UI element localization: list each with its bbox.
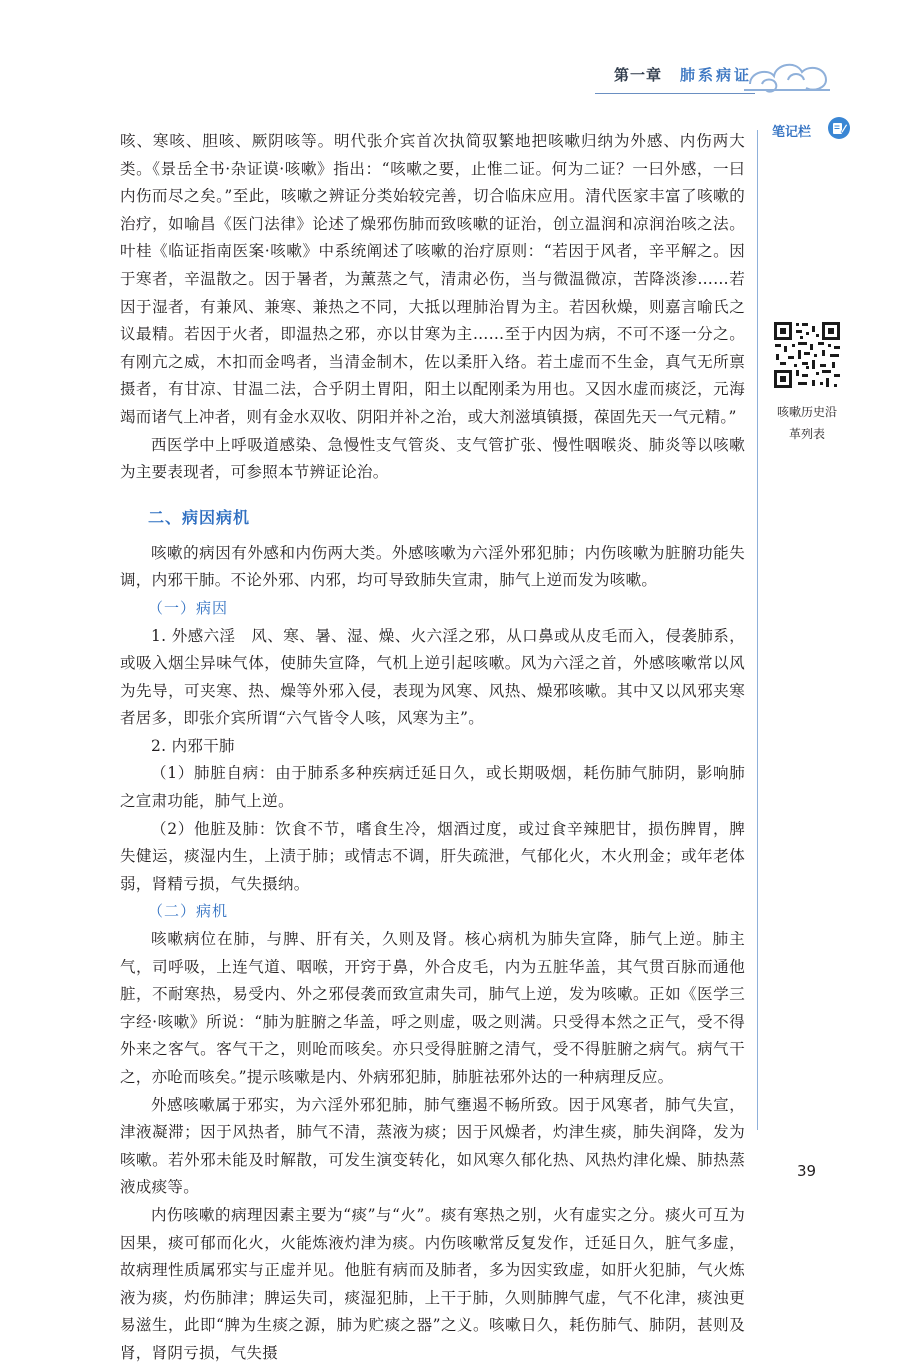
subsection-heading: （二）病机	[148, 902, 229, 921]
qr-code-icon[interactable]	[772, 320, 842, 390]
paragraph: 2. 内邪干肺	[151, 736, 235, 755]
notes-column-line	[757, 130, 758, 1130]
paragraph: 1. 外感六淫 风、寒、暑、湿、燥、火六淫之邪，从口鼻或从皮毛而入，侵袭肺系，或吸入烟尘异味气体，使肺失宣降，气机上逆引起咳嗽。风为六淫之首，外感咳嗽常以风为先导，可夹寒、热、燥等外邪入侵，表现为风寒、风热、燥邪咳嗽。其中又以风邪夹寒者居多，即张介宾所谓“六气皆令人咳，风寒为主”。	[120, 626, 745, 728]
paragraph: 咳嗽的病因有外感和内伤两大类。外感咳嗽为六淫外邪犯肺；内伤咳嗽为脏腑功能失调，内邪干肺。不论外邪、内邪，均可导致肺失宣肃，肺气上逆而发为咳嗽。	[120, 543, 745, 590]
header-rule	[595, 93, 755, 94]
paragraph: 咳、寒咳、胆咳、厥阴咳等。明代张介宾首次执简驭繁地把咳嗽归纳为外感、内伤两大类。《景岳全书·杂证谟·咳嗽》指出：“咳嗽之要，止惟二证。何为二证？一曰外感，一曰内伤而尽之矣。”至此，咳嗽之辨证分类始较完善，切合临床应用。清代医家丰富了咳嗽的治疗，如喻昌《医门法律》论述了燥邪伤肺而致咳嗽的证治，创立温润和凉润治咳之法。叶桂《临证指南医案·咳嗽》中系统阐述了咳嗽的治疗原则：“若因于风者，辛平解之。因于寒者，辛温散之。因于暑者，为薰蒸之气，清肃必伤，当与微温微凉，苦降淡渗……若因于湿者，有兼风、兼寒、兼热之不同，大抵以理肺治胃为主。若因秋燥，则嘉言喻氏之议最精。若因于火者，即温热之邪，亦以甘寒为主……至于内因为病，不可不逐一分之。有刚亢之威，木扣而金鸣者，当清金制木，佐以柔肝入络。若土虚而不生金，真气无所禀摄者，有甘凉、甘温二法，合乎阴土胃阳，阳土以配刚柔为用也。又因水虚而痰泛，元海竭而诸气上冲者，则有金水双收、阴阳并补之治，或大剂滋填镇摄，葆固先天一气元精。”	[120, 132, 745, 426]
paragraph: （2）他脏及肺：饮食不节，嗜食生冷，烟酒过度，或过食辛辣肥甘，损伤脾胃，脾失健运，痰湿内生，上渍于肺；或情志不调，肝失疏泄，气郁化火，木火刑金；或年老体弱，肾精亏损，气失摄纳。	[120, 819, 745, 893]
subsection-heading: （一）病因	[148, 598, 229, 617]
paragraph: 咳嗽病位在肺，与脾、肝有关，久则及肾。核心病机为肺失宣降，肺气上逆。肺主气，司呼吸，上连气道、咽喉，开窍于鼻，外合皮毛，内为五脏华盖，其气贯百脉而通他脏，不耐寒热，易受内、外之邪侵袭而致宣肃失司，肺气上逆，发为咳嗽。正如《医学三字经·咳嗽》所说：“肺为脏腑之华盖，呼之则虚，吸之则满。只受得本然之正气，受不得外来之客气。客气干之，则呛而咳矣。亦只受得脏腑之清气，受不得脏腑之病气。病气干之，亦呛而咳矣。”提示咳嗽是内、外病邪犯肺，肺脏祛邪外达的一种病理反应。	[120, 930, 745, 1086]
page-header	[0, 0, 900, 120]
paragraph: （1）肺脏自病：由于肺系多种疾病迁延日久，或长期吸烟，耗伤肺气肺阴，影响肺之宣肃功能，肺气上逆。	[120, 764, 745, 811]
page-number: 39	[797, 1162, 817, 1180]
chapter-title: 肺系病证	[680, 66, 753, 84]
notes-pencil-icon	[827, 116, 851, 140]
main-text	[120, 128, 745, 1368]
section-heading: 二、病因病机	[148, 507, 251, 527]
qr-caption-line2: 革列表	[788, 427, 825, 441]
cloud-ornament-icon	[740, 50, 836, 98]
paragraph: 西医学中上呼吸道感染、急慢性支气管炎、支气管扩张、慢性咽喉炎、肺炎等以咳嗽为主要表现者，可参照本节辨证论治。	[120, 435, 745, 482]
chapter-number: 第一章	[614, 66, 663, 84]
paragraph: 外感咳嗽属于邪实，为六淫外邪犯肺，肺气壅遏不畅所致。因于风寒者，肺气失宣，津液凝滞；因于风热者，肺气不清，蒸液为痰；因于风燥者，灼津生痰，肺失润降，发为咳嗽。若外邪未能及时解散，可发生演变转化，如风寒久郁化热、风热灼津化燥、肺热蒸液成痰等。	[120, 1095, 745, 1197]
notes-label: 笔记栏	[772, 125, 812, 140]
paragraph: 内伤咳嗽的病理因素主要为“痰”与“火”。痰有寒热之别，火有虚实之分。痰火可互为因果，痰可郁而化火，火能炼液灼津为痰。内伤咳嗽常反复发作，迁延日久，脏气多虚，故病理性质属邪实与正虚并见。他脏有病而及肺者，多为因实致虚，如肝火犯肺，气火炼液为痰，灼伤肺津；脾运失司，痰湿犯肺，上干于肺，久则肺脾气虚，气不化津，痰浊更易滋生，此即“脾为生痰之源，肺为贮痰之器”之义。咳嗽日久，耗伤肺气、肺阴，甚则及肾，肾阴亏损，气失摄	[120, 1205, 745, 1362]
qr-caption-line1: 咳嗽历史沿	[776, 405, 837, 419]
qr-caption	[765, 401, 849, 445]
